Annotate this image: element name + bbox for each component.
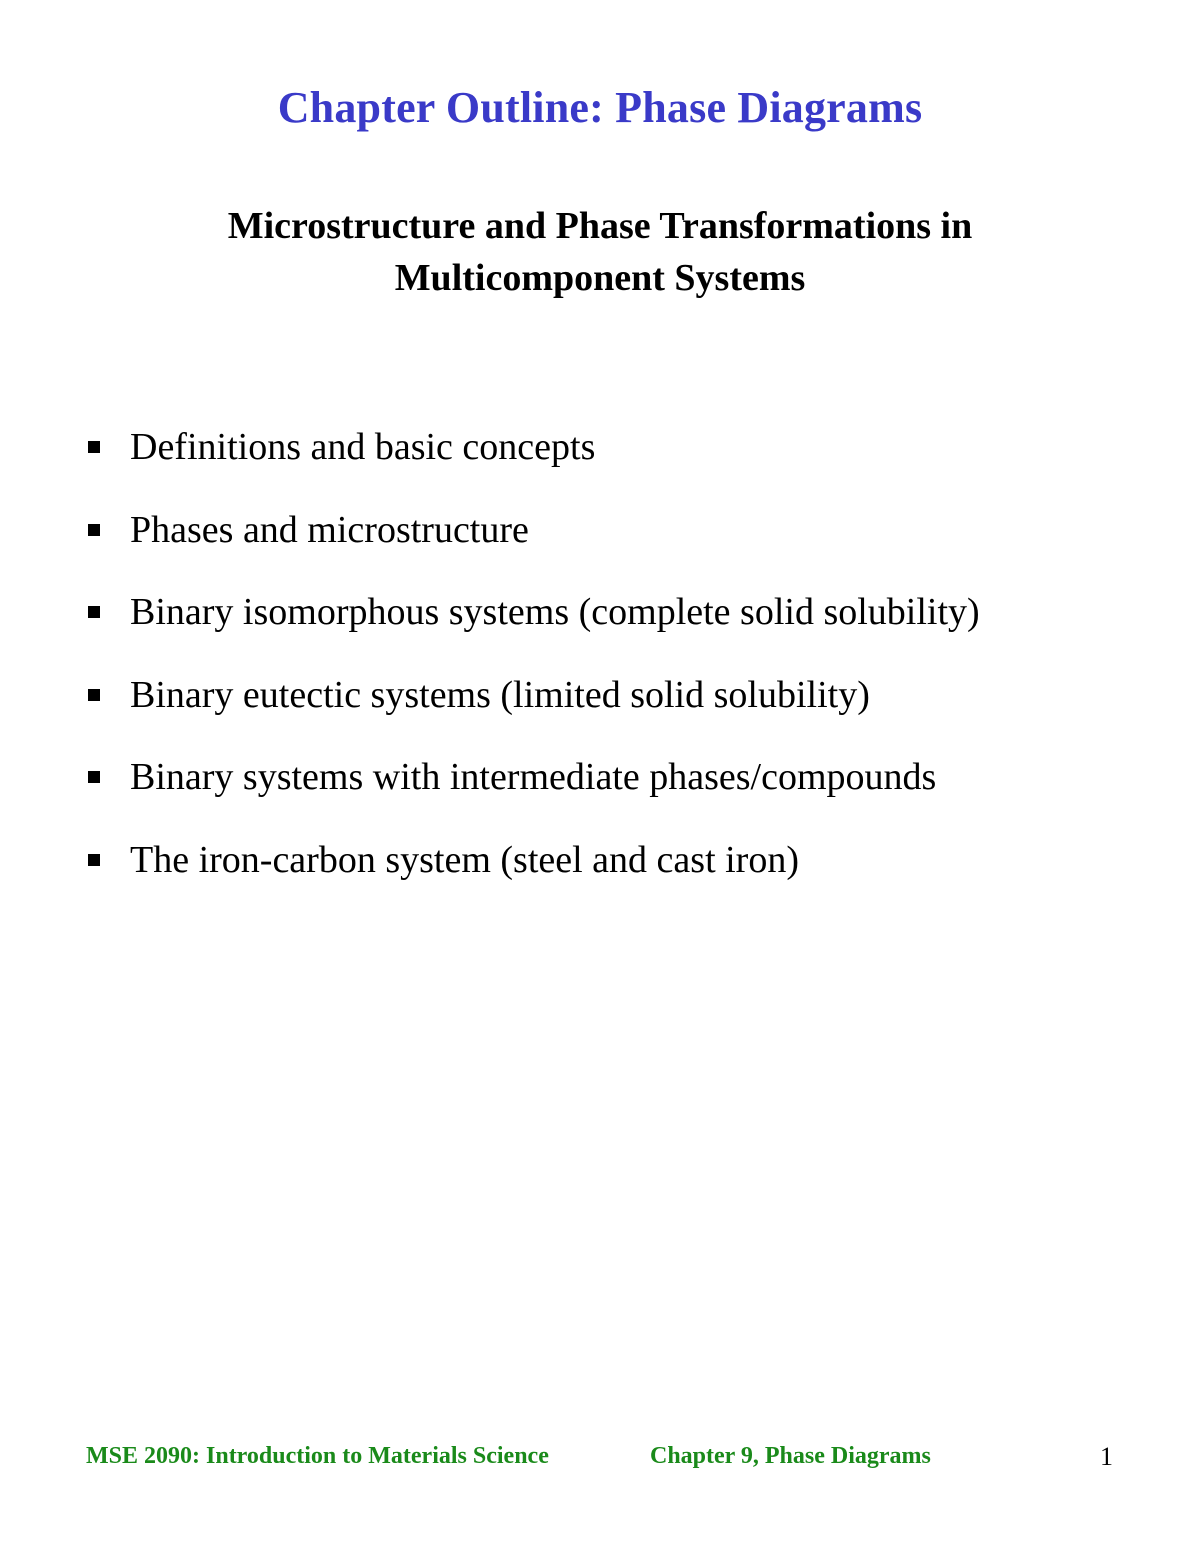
outline-item xyxy=(88,668,1148,751)
outline-list xyxy=(88,420,1148,915)
outline-item xyxy=(88,585,1148,668)
outline-item xyxy=(88,420,1148,503)
outline-item-text: Binary eutectic systems (limited solid solubility) xyxy=(130,673,870,716)
outline-item xyxy=(88,750,1148,833)
bullet-square-icon xyxy=(88,771,100,783)
outline-item-text: Binary isomorphous systems (complete solid solubility) xyxy=(130,591,980,633)
outline-item-text: Phases and microstructure xyxy=(130,508,529,551)
bullet-square-icon xyxy=(88,441,100,453)
outline-item xyxy=(88,503,1148,586)
footer-course: MSE 2090: Introduction to Materials Science xyxy=(86,1443,549,1469)
footer-chapter: Chapter 9, Phase Diagrams xyxy=(650,1443,931,1469)
page-subtitle xyxy=(0,200,1200,304)
outline-item-text: Binary systems with intermediate phases/compounds xyxy=(130,756,937,798)
subtitle-line-1: Microstructure and Phase Transformations in xyxy=(227,205,973,247)
page-title: Chapter Outline: Phase Diagrams xyxy=(277,83,923,132)
bullet-square-icon xyxy=(88,524,100,536)
bullet-square-icon xyxy=(88,854,100,866)
subtitle-line-2: Multicomponent Systems xyxy=(394,257,806,299)
bullet-square-icon xyxy=(88,606,100,618)
outline-item-text: Definitions and basic concepts xyxy=(130,426,596,468)
outline-item xyxy=(88,833,1148,916)
page-number: 1 xyxy=(1100,1442,1113,1471)
outline-item-text: The iron-carbon system (steel and cast iron) xyxy=(130,838,799,881)
bullet-square-icon xyxy=(88,689,100,701)
